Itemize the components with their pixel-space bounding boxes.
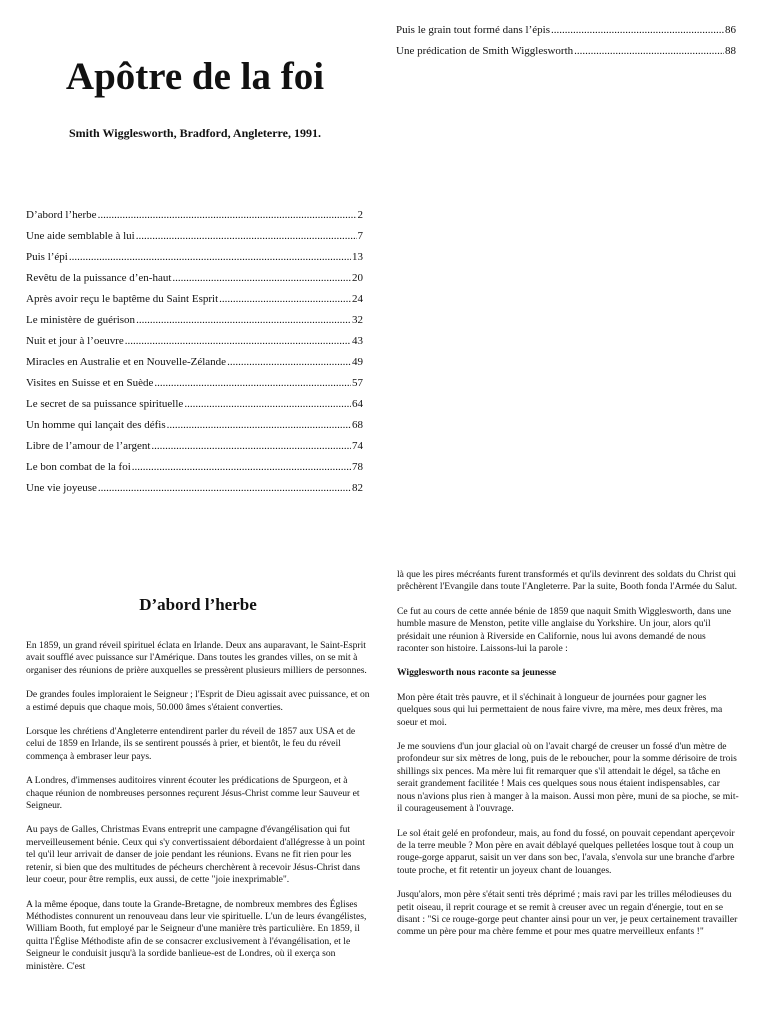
toc-leader-dots	[132, 461, 351, 473]
body-paragraph: A Londres, d'immenses auditoires vinrent écouter les prédications de Spurgeon, et à chaque réunion de nombreuses personnes reçurent Jésus-Christ comme leur Sauveur et Seigneur.	[26, 775, 360, 812]
toc-leader-dots	[154, 377, 351, 389]
toc-entry[interactable]	[26, 377, 363, 398]
body-paragraph: Je me souviens d'un jour glacial où on l'avait chargé de creuser un fossé d'un mètre de profondeur sur six mètres de long, puis de le reboucher, pour la somme dérisoire de trois shillings six pences. Ma mère lui fit remarquer que s'il attendait le dégel, sa tâche en serait grandement facilitée ! Mais ces quelques sous nous étaient indispensables, car nous n'avions plus rien à manger à la maison. Aussi mon père, muni de sa pioche, se mit-il courageusement à l'ouvrage.	[397, 741, 739, 815]
toc-entry-page: 32	[352, 314, 363, 326]
toc-continued	[396, 24, 736, 66]
toc-entry[interactable]	[26, 293, 363, 314]
toc-entry-page: 13	[352, 251, 363, 263]
body-paragraph: Le sol était gelé en profondeur, mais, au fond du fossé, on pouvait cependant aperçevoir de la terre meuble ? Mon père en avait déblayé quelques pelletées losque tout à coup un rouge-gorge apparut, saisit un ver dans son bec, l'avala, s'envola sur une branche d'arbre toute proche, et fit retentir un joyeux chant de louanges.	[397, 827, 735, 876]
table-of-contents	[26, 209, 363, 503]
toc-entry-title: Une prédication de Smith Wigglesworth	[396, 45, 574, 57]
body-paragraph: Jusqu'alors, mon père s'était senti très déprimé ; mais ravi par les trilles mélodieuses du petit oiseau, il reprit courage et se remit à creuser avec un regain d'énergie, tout en se disant : "Si ce rouge-gorge peut chanter ainsi pour un ver, je peux certainement travailler comme un père pour ma chère femme et pour mes quatre merveilleux enfants !"	[397, 889, 738, 938]
toc-entry[interactable]	[26, 272, 363, 293]
toc-leader-dots	[98, 482, 351, 494]
toc-leader-dots	[98, 209, 357, 221]
toc-entry[interactable]	[26, 335, 363, 356]
book-subtitle: Smith Wigglesworth, Bradford, Angleterre, 1991.	[69, 126, 321, 140]
toc-entry-title: Le bon combat de la foi	[26, 461, 131, 473]
toc-leader-dots	[151, 440, 351, 452]
toc-entry-title: D’abord l’herbe	[26, 209, 97, 221]
body-paragraph: Au pays de Galles, Christmas Evans entreprit une campagne d'évangélisation qui fut merveilleusement bénie. Ceux qui s'y convertissaient débordaient d'allégresse à un point tel qu'il leur arrivait de danser de joie pendant les réunions. Evans ne fit rien pour les retenir, si bien que des multitudes de pécheurs cherchèrent à recevoir Jésus-Christ dans leur coeur, pour être remplis, eux aussi, de cette "joie inexprimable".	[26, 824, 365, 886]
toc-leader-dots	[172, 272, 351, 284]
body-paragraph: là que les pires mécréants furent transformés et qu'ils devinrent des soldats du Christ qui prêchèrent l'Evangile dans toute l'Angleterre. Par la suite, Booth fonda l'Armée du Salut.	[397, 569, 738, 593]
toc-entry-page: 24	[352, 293, 363, 305]
toc-entry[interactable]	[26, 461, 363, 482]
toc-entry[interactable]	[26, 230, 363, 251]
toc-entry-title: Libre de l’amour de l’argent	[26, 440, 151, 452]
toc-entry[interactable]	[26, 482, 363, 503]
toc-leader-dots	[184, 398, 351, 410]
toc-entry-title: Visites en Suisse et en Suède	[26, 377, 154, 389]
toc-leader-dots	[551, 24, 724, 36]
toc-entry-page: 64	[352, 398, 363, 410]
chapter-column-left	[26, 594, 370, 985]
chapter-column-right	[397, 569, 739, 951]
body-paragraph: En 1859, un grand réveil spirituel éclata en Irlande. Deux ans auparavant, le Saint-Esprit avait soufflé avec puissance sur l'Amérique. Dans toutes les grandes villes, on se mit à organiser des réunions de prière auxquelles se pressèrent plusieurs milliers de personnes.	[26, 640, 367, 676]
toc-entry-title: Puis l’épi	[26, 251, 68, 263]
toc-entry-page: 43	[352, 335, 363, 347]
toc-entry-title: Le ministère de guérison	[26, 314, 136, 326]
toc-leader-dots	[136, 314, 351, 326]
toc-leader-dots	[136, 230, 357, 242]
toc-entry[interactable]	[26, 209, 363, 230]
toc-entry-page: 82	[352, 482, 363, 494]
toc-entry[interactable]	[26, 356, 363, 377]
toc-entry[interactable]	[396, 45, 736, 66]
toc-entry-title: Un homme qui lançait des défis	[26, 419, 166, 431]
toc-entry-title: Miracles en Australie et en Nouvelle-Zélande	[26, 356, 227, 368]
toc-entry-title: Le secret de sa puissance spirituelle	[26, 398, 184, 410]
book-title: Apôtre de la foi	[65, 55, 325, 98]
toc-entry-page: 7	[357, 230, 363, 242]
body-paragraph: A la même époque, dans toute la Grande-Bretagne, de nombreux membres des Églises Méthodistes connurent un renouveau dans leur vie spirituelle. L'un de leurs évangélistes, William Booth, fut employé par le Seigneur d'une manière très particulière. En 1859, il quitta l'Église Méthodiste afin de se consacrer exclusivement à l'évangélisation, et le Seigneur le conduisit jusqu'à la sordide banlieue-est de Londres, où il exerça son ministère. C'est	[26, 898, 367, 972]
body-paragraph: Mon père était très pauvre, et il s'échinait à longueur de journées pour gagner les quelques sous qui lui permettaient de nous faire vivre, ma mère, mes deux frères, ma soeur et moi.	[397, 691, 723, 728]
toc-entry-title: Puis le grain tout formé dans l’épis	[396, 24, 550, 36]
section-subheading: Wigglesworth nous raconte sa jeunesse	[397, 667, 557, 679]
toc-entry-page: 49	[352, 356, 363, 368]
toc-leader-dots	[219, 293, 351, 305]
toc-entry-page: 20	[352, 272, 363, 284]
toc-leader-dots	[227, 356, 351, 368]
toc-entry-page: 57	[352, 377, 363, 389]
toc-entry-title: Nuit et jour à l’oeuvre	[26, 335, 124, 347]
body-paragraph: Ce fut au cours de cette année bénie de 1859 que naquit Smith Wigglesworth, dans une humble masure de Menston, petite ville anglaise du Yorkshire. Un jour, alors qu'il présidait une réunion à Riverside en Californie, nous lui avons demandé de nous raconter son histoire. Laissons-lui la parole :	[397, 605, 732, 655]
toc-entry-title: Après avoir reçu le baptême du Saint Esprit	[26, 293, 219, 305]
toc-entry-page: 2	[357, 209, 363, 221]
body-paragraph: De grandes foules imploraient le Seigneur ; l'Esprit de Dieu agissait avec puissance, et on a estimé depuis que chaque mois, 50.000 âmes s'étaient converties.	[26, 689, 370, 713]
toc-entry-title: Revêtu de la puissance d’en-haut	[26, 272, 172, 284]
toc-entry-title: Une aide semblable à lui	[26, 230, 135, 242]
toc-entry-page: 74	[352, 440, 363, 452]
toc-leader-dots	[167, 419, 351, 431]
toc-entry-page: 78	[352, 461, 363, 473]
toc-entry-page: 88	[725, 45, 736, 57]
toc-leader-dots	[125, 335, 351, 347]
toc-entry[interactable]	[26, 251, 363, 272]
toc-entry[interactable]	[26, 398, 363, 419]
toc-entry[interactable]	[26, 419, 363, 440]
toc-leader-dots	[574, 45, 724, 57]
toc-entry-page: 68	[352, 419, 363, 431]
toc-entry[interactable]	[26, 440, 363, 461]
toc-entry-page: 86	[725, 24, 736, 36]
toc-entry[interactable]	[396, 24, 736, 45]
toc-leader-dots	[69, 251, 351, 263]
chapter-heading: D’abord l’herbe	[139, 595, 257, 614]
toc-entry[interactable]	[26, 314, 363, 335]
toc-entry-title: Une vie joyeuse	[26, 482, 97, 494]
body-paragraph: Lorsque les chrétiens d'Angleterre entendirent parler du réveil de 1857 aux USA et de celui de 1859 en Irlande, ils se sentirent poussés à prier, et bientôt, le feu du réveil commença à embraser leur pays.	[26, 726, 356, 762]
